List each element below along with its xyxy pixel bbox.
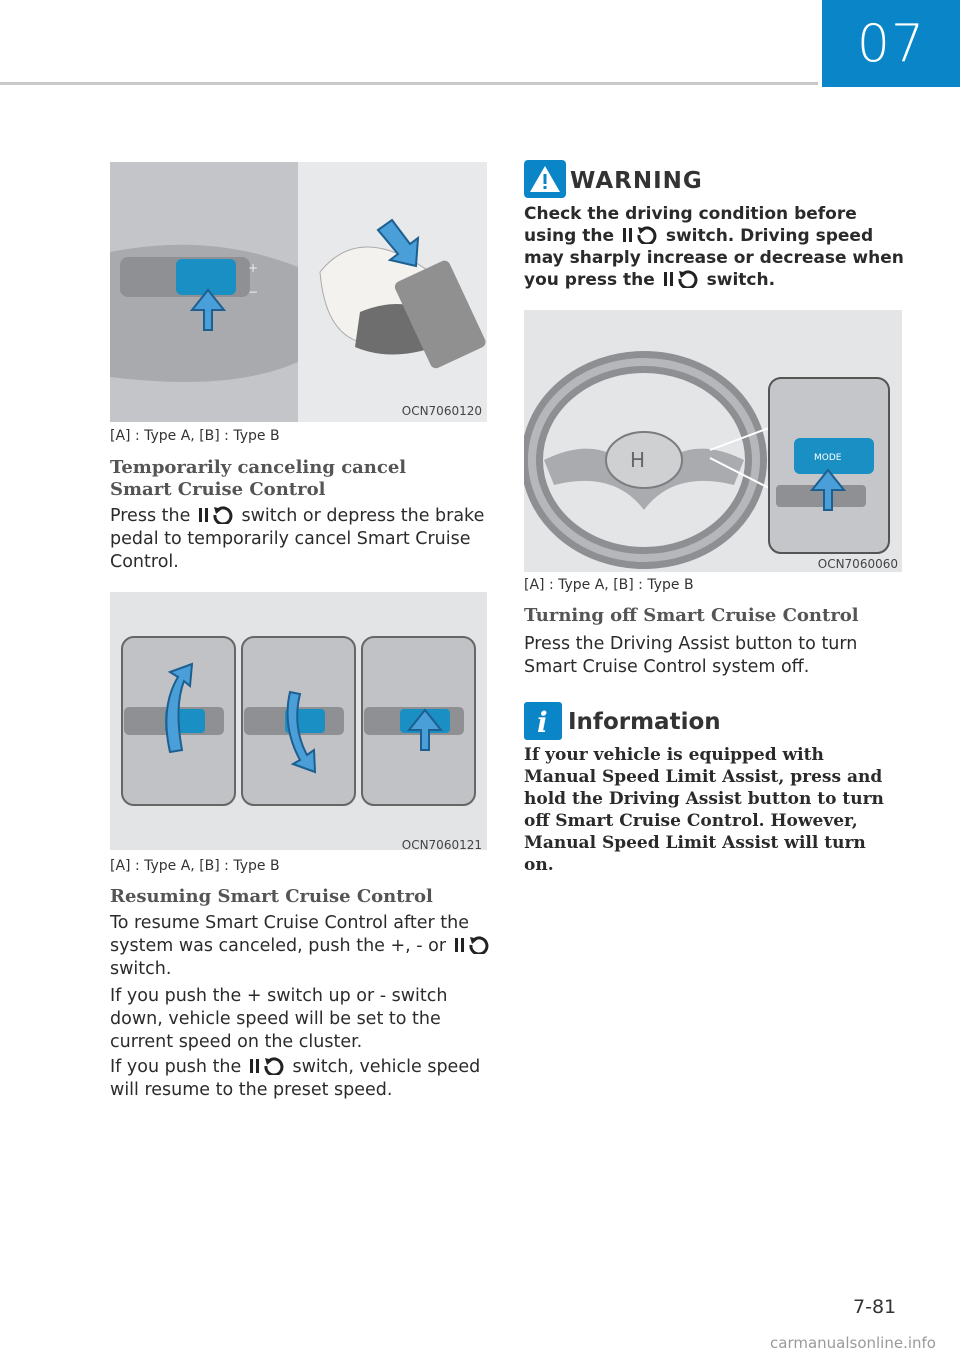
section-heading-resume: Resuming Smart Cruise Control [110, 886, 433, 907]
resume-paragraph-2: If you push the + switch up or - switch down, vehicle speed will be set to the current speed on the cluster. [110, 986, 448, 1052]
text: switch, vehicle speed will resume to the preset speed. [110, 1057, 481, 1100]
text: If you push the [110, 1057, 242, 1077]
page-number: 7-81 [853, 1296, 897, 1318]
figure-caption: [A] : Type A, [B] : Type B [110, 428, 280, 444]
warning-line: Check the driving condition before [524, 204, 857, 224]
text: switch or depress the brake pedal to temporarily cancel Smart Cruise Control. [110, 506, 485, 572]
figure-resume-switches [110, 592, 487, 850]
warning-title: WARNING [570, 168, 703, 194]
figure-caption: [A] : Type A, [B] : Type B [524, 577, 694, 593]
figure-caption: [A] : Type A, [B] : Type B [110, 858, 280, 874]
section-heading-cancel: Temporarily canceling cancel Smart Cruise Control [110, 457, 407, 500]
chapter-tab: 07 [822, 0, 960, 87]
svg-text:H: H [630, 448, 646, 472]
figure-code: OCN7060060 [817, 557, 898, 571]
section-heading-turnoff: Turning off Smart Cruise Control [524, 605, 859, 626]
svg-text:+: + [248, 261, 259, 275]
svg-text:MODE: MODE [814, 453, 842, 463]
warning-line [524, 225, 914, 247]
resume-paragraph-3 [110, 1056, 495, 1102]
resume-cancel-switch-icon [198, 506, 234, 524]
figure-code: OCN7060120 [401, 404, 482, 418]
warning-line: may sharply increase or decrease when [524, 248, 904, 268]
text: Press the [110, 506, 191, 526]
header-rule [0, 82, 818, 85]
svg-text:i: i [537, 706, 548, 739]
info-icon [524, 702, 562, 740]
watermark: carmanualsonline.info [770, 1334, 936, 1352]
warning-triangle-icon [524, 160, 566, 198]
text: you press the [524, 270, 655, 290]
text: using the [524, 226, 614, 246]
text: switch. [110, 959, 172, 979]
text: switch. Driving speed [665, 226, 874, 246]
text: switch. [706, 270, 776, 290]
figure-steering-wheel [524, 310, 902, 572]
text: To resume Smart Cruise Control after the system was canceled, push the +, - or [110, 913, 469, 956]
figure-code: OCN7060121 [401, 838, 482, 852]
resume-cancel-switch-icon [663, 270, 699, 288]
info-body: If your vehicle is equipped with Manual Speed Limit Assist, press and hold the Driving Assist button to turn off Smart Cruise Control. However, Manual Speed Limit Assist will turn on. [524, 745, 884, 875]
figure-cancel-switch [110, 162, 487, 422]
resume-cancel-switch-icon [622, 226, 658, 244]
svg-text:−: − [248, 285, 259, 299]
resume-cancel-switch-icon [249, 1057, 285, 1075]
warning-line [524, 269, 914, 291]
info-title: Information [568, 709, 721, 735]
warning-body [524, 203, 914, 291]
turnoff-paragraph: Press the Driving Assist button to turn Smart Cruise Control system off. [524, 634, 858, 677]
cancel-paragraph [110, 505, 490, 574]
resume-cancel-switch-icon [454, 936, 490, 954]
resume-paragraph-1 [110, 912, 495, 981]
